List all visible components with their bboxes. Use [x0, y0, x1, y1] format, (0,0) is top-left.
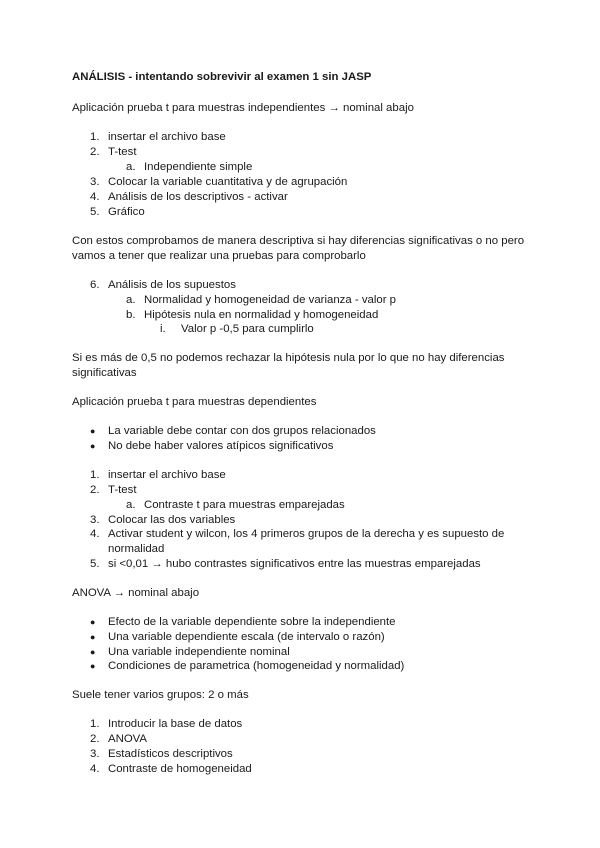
- list-item-text: insertar el archivo base: [108, 131, 226, 143]
- list-item-text: Una variable dependiente escala (de intervalo o razón): [108, 631, 385, 643]
- list-item-text: Análisis de los supuestos: [108, 279, 236, 291]
- list-item-text: Colocar las dos variables: [108, 514, 236, 526]
- list-marker: a.: [126, 499, 136, 511]
- bullet-icon: ●: [90, 632, 96, 642]
- list-item-text: Normalidad y homogeneidad de varianza - valor p: [144, 294, 397, 306]
- paragraph-conclusion: Si es más de 0,5 no podemos rechazar la hipótesis nula por lo que no hay diferencias significativas: [72, 352, 505, 379]
- list-item-text: Una variable independiente nominal: [108, 646, 290, 658]
- list-item-text: Activar student y wilcon, los 4 primeros grupos de la derecha y es supuesto de normalidad: [108, 528, 505, 555]
- list-item-text: Valor p -0,5 para cumplirlo: [181, 323, 314, 335]
- list-marker: 1.: [90, 469, 100, 481]
- list-marker: 6.: [90, 279, 100, 291]
- list-marker: a.: [126, 294, 136, 306]
- document-title: ANÁLISIS - intentando sobrevivir al examen 1 sin JASP: [72, 71, 372, 83]
- list-item-text: No debe haber valores atípicos significativos: [108, 440, 334, 452]
- paragraph-descriptive: Con estos comprobamos de manera descriptiva si hay diferencias significativas o no pero vamos a tener que realizar una pruebas para comprobarlo: [72, 235, 525, 262]
- list-item-text: Hipótesis nula en normalidad y homogeneidad: [144, 309, 379, 321]
- list-marker: 2.: [90, 146, 100, 158]
- list-marker: 2.: [90, 733, 100, 745]
- section-heading-independent: Aplicación prueba t para muestras independientes → nominal abajo: [72, 102, 414, 114]
- bullet-icon: ●: [90, 617, 96, 627]
- bullet-icon: ●: [90, 426, 96, 436]
- list-marker: 3.: [90, 176, 100, 188]
- section-heading-anova: ANOVA → nominal abajo: [72, 587, 200, 599]
- section-heading-dependent: Aplicación prueba t para muestras dependientes: [72, 396, 317, 408]
- list-item-text: T-test: [108, 484, 137, 496]
- list-item-text: La variable debe contar con dos grupos relacionados: [108, 425, 376, 437]
- list-item-text: Contraste t para muestras emparejadas: [144, 499, 345, 511]
- list-marker: 5.: [90, 206, 100, 218]
- list-marker: 1.: [90, 131, 100, 143]
- list-marker: 3.: [90, 748, 100, 760]
- list-item-text: T-test: [108, 146, 137, 158]
- list-marker: a.: [126, 161, 136, 173]
- list-marker: 4.: [90, 763, 100, 775]
- paragraph-groups: Suele tener varios grupos: 2 o más: [72, 689, 249, 701]
- bullet-icon: ●: [90, 441, 96, 451]
- list-marker: 1.: [90, 718, 100, 730]
- list-marker: b.: [126, 309, 136, 321]
- list-item-text: si <0,01 → hubo contrastes significativos entre las muestras emparejadas: [108, 558, 481, 570]
- list-item-text: ANOVA: [108, 733, 148, 745]
- list-item-text: Contraste de homogeneidad: [108, 763, 252, 775]
- list-item-text: Introducir la base de datos: [108, 718, 243, 730]
- list-item-text: Colocar la variable cuantitativa y de agrupación: [108, 176, 348, 188]
- bullet-icon: ●: [90, 661, 96, 671]
- list-item-text: Gráfico: [108, 206, 145, 218]
- list-item-text: Condiciones de parametrica (homogeneidad y normalidad): [108, 660, 405, 672]
- list-item-text: Estadísticos descriptivos: [108, 748, 233, 760]
- list-marker: 2.: [90, 484, 100, 496]
- list-marker: 3.: [90, 514, 100, 526]
- list-marker: 4.: [90, 191, 100, 203]
- bullet-icon: ●: [90, 647, 96, 657]
- list-marker: i.: [160, 323, 166, 335]
- list-item-text: Efecto de la variable dependiente sobre la independiente: [108, 616, 396, 628]
- list-item-text: insertar el archivo base: [108, 469, 226, 481]
- list-marker: 4.: [90, 528, 100, 540]
- list-item-text: Análisis de los descriptivos - activar: [108, 191, 288, 203]
- list-marker: 5.: [90, 558, 100, 570]
- list-item-text: Independiente simple: [144, 161, 253, 173]
